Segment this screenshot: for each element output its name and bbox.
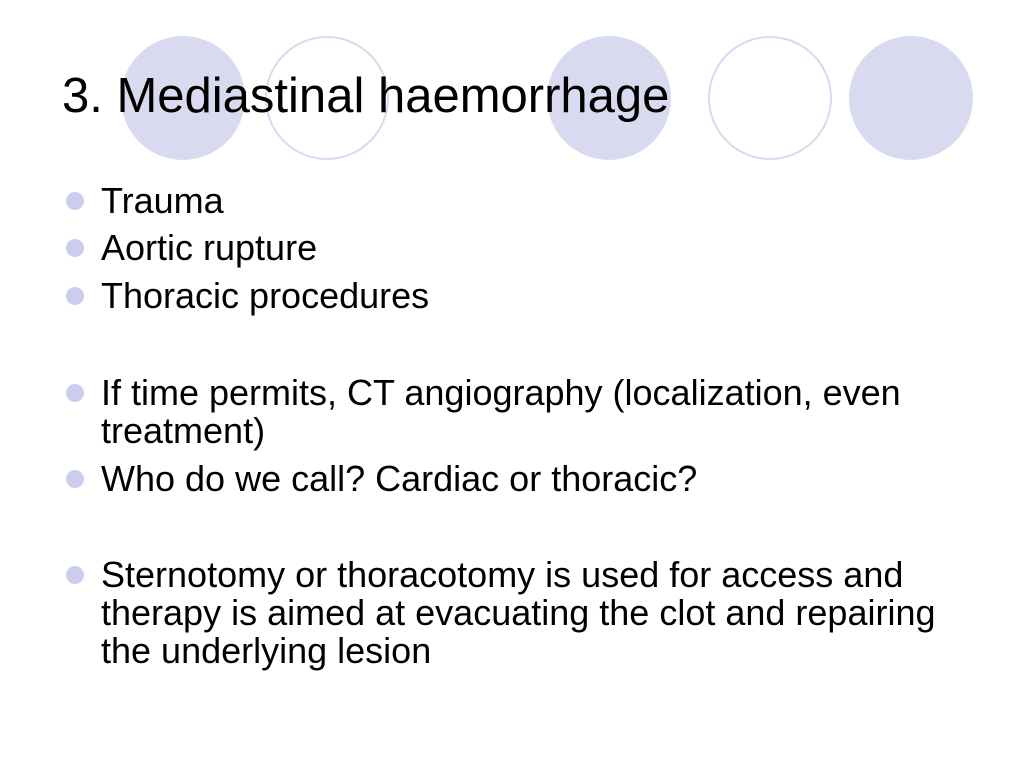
bullet-text: Sternotomy or thoracotomy is used for access and therapy is aimed at evacuating the clot and repairing the underlying lesion xyxy=(101,554,936,671)
bullet-text: Aortic rupture xyxy=(101,227,318,268)
bullet-text: If time permits, CT angiography (localization, even treatment) xyxy=(101,372,901,451)
bullet-dot-icon xyxy=(66,239,84,257)
bullet-dot-icon xyxy=(66,566,84,584)
slide-title: 3. Mediastinal haemorrhage xyxy=(62,69,670,123)
bullet-text: Thoracic procedures xyxy=(101,275,430,316)
bullet-dot-icon xyxy=(66,287,84,305)
bullet-dot-icon xyxy=(66,192,84,210)
bullet-dot-icon xyxy=(66,470,84,488)
bullet-dot-icon xyxy=(66,384,84,402)
bullet-text: Trauma xyxy=(101,180,224,221)
bullet-text: Who do we call? Cardiac or thoracic? xyxy=(101,458,698,499)
